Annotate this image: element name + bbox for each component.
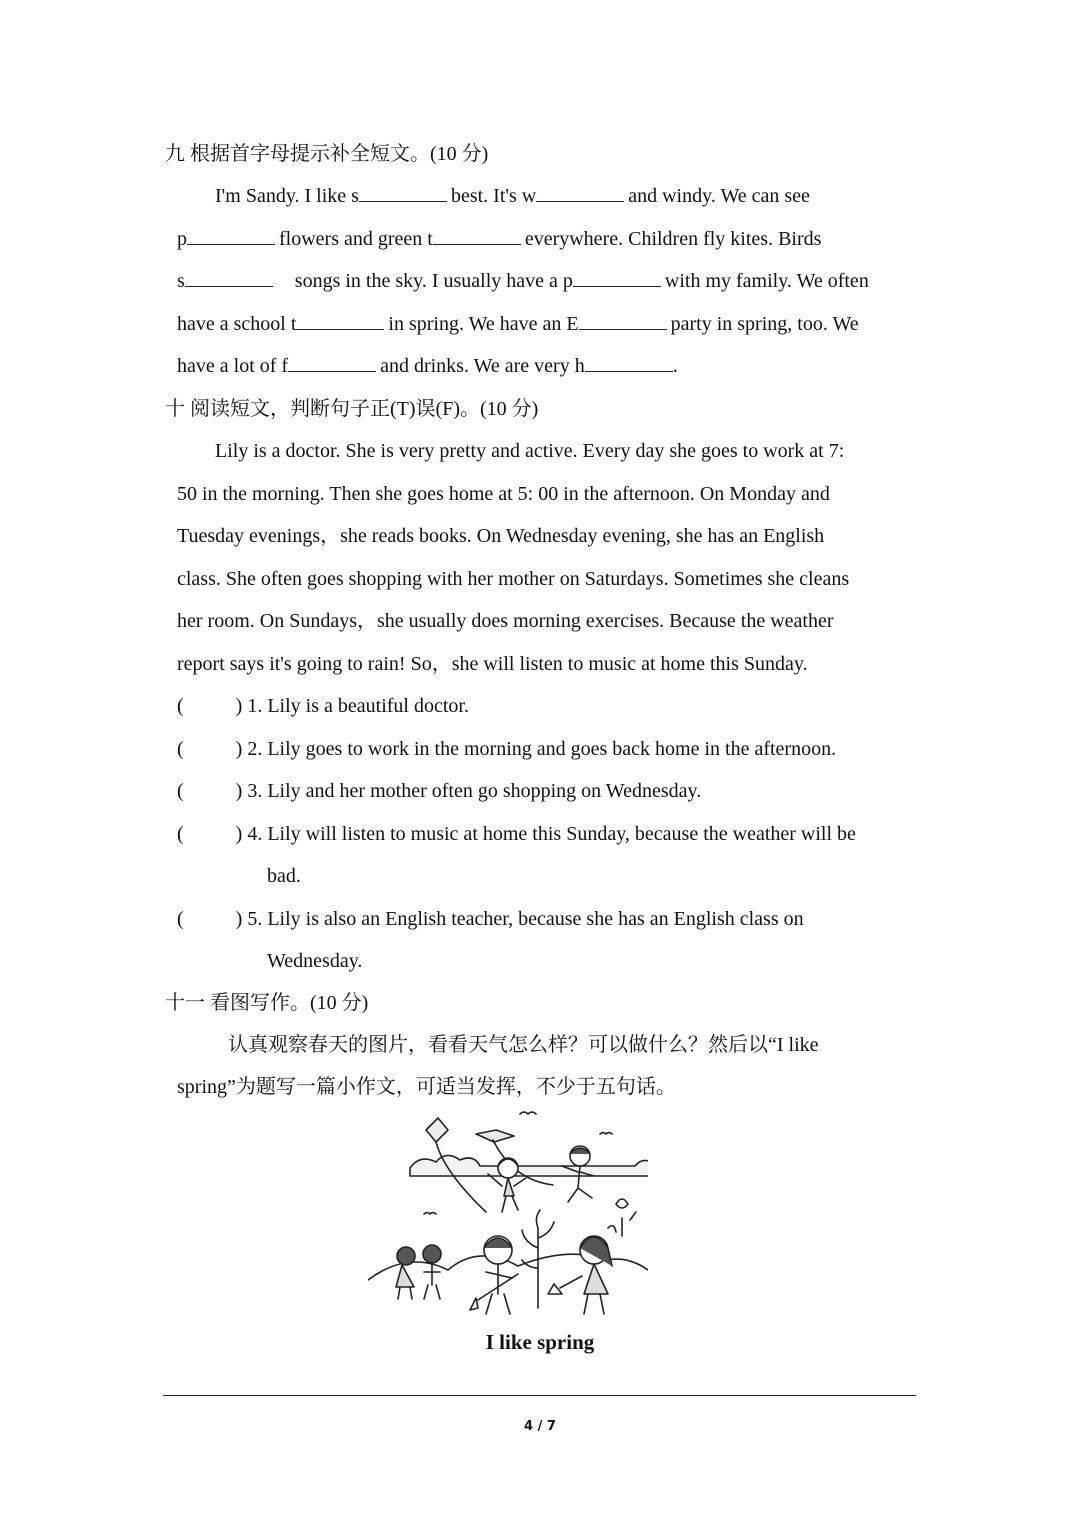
question-4-continuation: bad.	[267, 865, 301, 887]
question-text: ) 3. Lily and her mother often go shopping on Wednesday.	[235, 780, 702, 802]
open-paren: (	[177, 738, 184, 760]
passage-line: Lily is a doctor. She is very pretty and active. Every day she goes to work at 7:	[215, 440, 845, 462]
picture-caption: I like spring	[485, 1330, 595, 1354]
answer-blank[interactable]	[288, 353, 376, 372]
instruction-line: spring”为题写一篇小作文，可适当发挥，不少于五句话。	[177, 1076, 676, 1098]
passage-line: report says it's going to rain! So，she will listen to music at home this Sunday.	[177, 653, 808, 675]
section10-heading: 十 阅读短文，判断句子正(T)误(F)。(10 分)	[165, 398, 539, 420]
answer-blank[interactable]	[585, 353, 673, 372]
passage-line: class. She often goes shopping with her mother on Saturdays. Sometimes she cleans	[177, 568, 850, 590]
question-2	[177, 736, 836, 762]
answer-blank[interactable]	[359, 183, 447, 202]
cloze-text: have a lot of f	[177, 355, 289, 377]
cloze-text: .	[672, 355, 678, 377]
cloze-text: songs in the sky. I usually have a p	[294, 270, 573, 292]
answer-blank[interactable]	[296, 311, 384, 330]
cloze-text: s	[177, 270, 185, 292]
page-number: 4 / 7	[524, 1419, 556, 1434]
section11-heading: 十一 看图写作。(10 分)	[165, 992, 369, 1014]
cloze-line-4	[177, 311, 859, 337]
cloze-line-5	[177, 353, 678, 379]
question-text: ) 2. Lily goes to work in the morning and goes back home in the afternoon.	[235, 738, 837, 760]
open-paren: (	[177, 823, 184, 845]
cloze-text: flowers and green t	[279, 228, 433, 250]
cloze-line-3	[177, 268, 869, 294]
passage-line: her room. On Sundays，she usually does morning exercises. Because the weather	[177, 610, 834, 632]
spring-illustration	[368, 1108, 648, 1323]
cloze-text: party in spring, too. We	[670, 313, 859, 335]
cloze-text: and drinks. We are very h	[380, 355, 585, 377]
answer-blank[interactable]	[185, 268, 273, 287]
open-paren: (	[177, 780, 184, 802]
footer-divider	[163, 1395, 916, 1396]
question-5	[177, 906, 804, 932]
open-paren: (	[177, 908, 184, 930]
answer-blank[interactable]	[433, 226, 521, 245]
cloze-text: and windy. We can see	[628, 185, 810, 207]
question-1	[177, 693, 469, 719]
passage-line: Tuesday evenings，she reads books. On Wednesday evening, she has an English	[177, 525, 825, 547]
cloze-text: p	[177, 228, 187, 250]
cloze-text: best. It's w	[450, 185, 537, 207]
question-4	[177, 821, 856, 847]
cloze-line-1	[215, 183, 810, 209]
cloze-text: have a school t	[177, 313, 297, 335]
question-text: ) 5. Lily is also an English teacher, because she has an English class on	[235, 908, 804, 930]
cloze-text: with my family. We often	[664, 270, 869, 292]
question-3	[177, 778, 701, 804]
cloze-text: everywhere. Children fly kites. Birds	[524, 228, 822, 250]
open-paren: (	[177, 695, 184, 717]
section9-heading: 九 根据首字母提示补全短文。(10 分)	[165, 143, 489, 165]
answer-blank[interactable]	[187, 226, 275, 245]
answer-blank[interactable]	[579, 311, 667, 330]
cloze-line-2	[177, 226, 821, 252]
question-text: ) 1. Lily is a beautiful doctor.	[235, 695, 469, 717]
instruction-line: 认真观察春天的图片，看看天气怎么样？可以做什么？然后以“I like	[228, 1034, 819, 1056]
cloze-text: in spring. We have an E	[388, 313, 579, 335]
passage-line: 50 in the morning. Then she goes home at 5: 00 in the afternoon. On Monday and	[177, 483, 830, 505]
answer-blank[interactable]	[573, 268, 661, 287]
cloze-text: I'm Sandy. I like s	[215, 185, 359, 207]
question-5-continuation: Wednesday.	[267, 950, 363, 972]
question-text: ) 4. Lily will listen to music at home this Sunday, because the weather will be	[235, 823, 856, 845]
answer-blank[interactable]	[536, 183, 624, 202]
